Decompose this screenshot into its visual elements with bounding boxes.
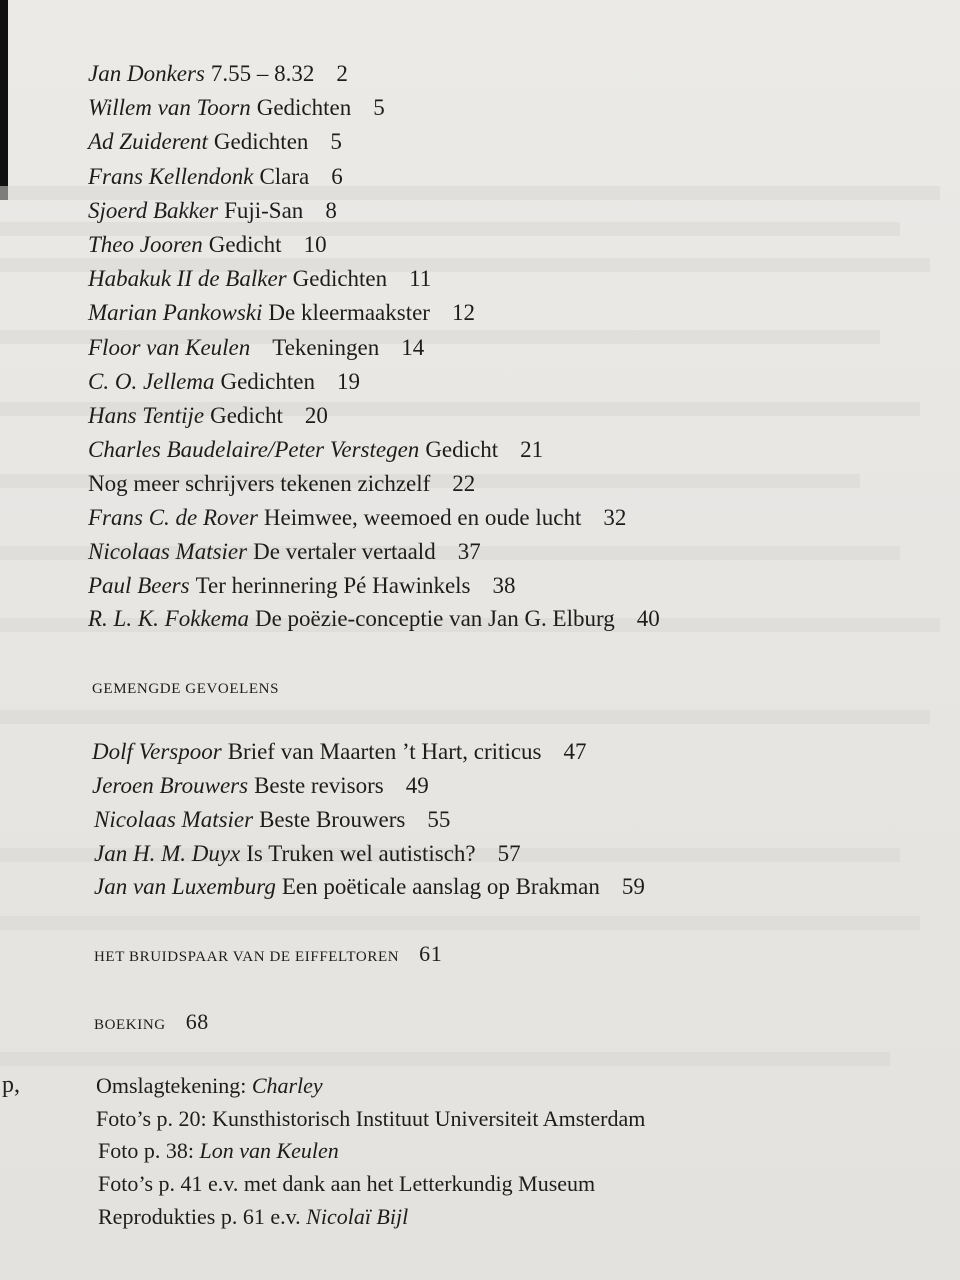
toc-title: Een poëticale aanslag op Brakman	[281, 874, 600, 899]
credit-name: Charley	[251, 1073, 323, 1098]
credit-text: Omslagtekening:	[96, 1073, 252, 1098]
show-through-text	[0, 916, 920, 930]
toc-page-number: 12	[451, 300, 475, 325]
toc-entry[interactable]	[88, 572, 516, 600]
toc-page-number: 59	[621, 874, 645, 899]
toc-entry[interactable]	[94, 873, 645, 901]
toc-author: Paul Beers	[88, 573, 190, 598]
credit-name: Lon van Keulen	[199, 1138, 339, 1163]
toc-entry[interactable]	[88, 436, 543, 464]
toc-page-number: 22	[452, 471, 476, 496]
toc-entry[interactable]	[88, 605, 660, 633]
toc-author: Nicolaas Matsier	[94, 807, 254, 832]
toc-entry[interactable]	[88, 94, 385, 122]
page-edge-shadow	[0, 0, 8, 200]
toc-page-number: 5	[373, 95, 385, 120]
toc-title: Gedichten	[292, 266, 388, 291]
toc-page-number: 49	[405, 773, 429, 798]
section-heading-gemengde	[92, 679, 279, 699]
toc-title: Gedichten	[256, 95, 352, 120]
credit-text: Foto’s p. 20: Kunsthistorisch Instituut Universiteit Amsterdam	[96, 1106, 646, 1131]
section-heading-boeking[interactable]	[94, 1009, 209, 1035]
toc-page-number: 6	[331, 164, 343, 189]
toc-author: Jan Donkers	[88, 61, 205, 86]
toc-title: Clara	[259, 164, 310, 189]
credit-line	[98, 1137, 339, 1165]
credit-line	[96, 1072, 323, 1100]
toc-entry[interactable]	[94, 840, 521, 868]
toc-author: Ad Zuiderent	[88, 129, 208, 154]
toc-title: Gedicht	[210, 403, 283, 428]
toc-entry[interactable]	[88, 60, 348, 88]
toc-page-number: 47	[563, 739, 587, 764]
toc-title: Fuji-San	[224, 198, 304, 223]
toc-title: Brief van Maarten ’t Hart, criticus	[227, 739, 542, 764]
toc-author: Jeroen Brouwers	[92, 773, 249, 798]
toc-author: C. O. Jellema	[88, 369, 215, 394]
credit-text: Foto p. 38:	[98, 1138, 200, 1163]
toc-entry[interactable]	[88, 368, 360, 396]
section-page-number: 61	[419, 941, 443, 966]
toc-author: Hans Tentije	[88, 403, 205, 428]
toc-page-number: 20	[304, 403, 328, 428]
toc-title: 7.55 – 8.32	[210, 61, 315, 86]
section-heading-bruidspaar[interactable]	[94, 941, 443, 967]
toc-title: Heimwee, weemoed en oude lucht	[263, 505, 582, 530]
toc-entry[interactable]	[88, 334, 424, 362]
toc-entry[interactable]	[88, 538, 481, 566]
toc-title: Gedichten	[220, 369, 315, 394]
toc-page-number: 2	[336, 61, 348, 86]
toc-page-number: 11	[409, 266, 432, 291]
credit-text: Foto’s p. 41 e.v. met dank aan het Letterkundig Museum	[98, 1171, 596, 1196]
toc-page-number: 21	[520, 437, 544, 462]
toc-entry[interactable]	[88, 470, 475, 498]
section-heading-text: GEMENGDE GEVOELENS	[92, 681, 280, 697]
toc-author: Habakuk II de Balker	[88, 266, 287, 291]
toc-entry[interactable]	[88, 231, 327, 259]
toc-entry[interactable]	[88, 197, 337, 225]
show-through-text	[0, 1052, 890, 1066]
toc-entry[interactable]	[88, 163, 343, 191]
toc-entry[interactable]	[94, 806, 450, 834]
toc-author: Sjoerd Bakker	[88, 198, 219, 223]
toc-page-number: 19	[336, 369, 360, 394]
toc-author: Jan van Luxemburg	[94, 874, 276, 899]
margin-fragment: p,	[2, 1072, 20, 1098]
toc-entry[interactable]	[88, 504, 626, 532]
section-heading-text: HET BRUIDSPAAR VAN DE EIFFELTOREN	[94, 949, 400, 965]
toc-entry[interactable]	[88, 265, 431, 293]
show-through-text	[0, 710, 930, 724]
toc-page-number: 14	[401, 335, 425, 360]
toc-page-number: 37	[457, 539, 481, 564]
toc-title: Gedicht	[425, 437, 499, 462]
toc-title: Gedicht	[208, 232, 282, 257]
section-heading-text: BOEKING	[94, 1017, 166, 1033]
toc-page-number: 57	[497, 841, 521, 866]
credit-line	[98, 1203, 408, 1231]
credit-name: Nicolaï Bijl	[306, 1204, 409, 1229]
toc-title: Gedichten	[213, 129, 309, 154]
toc-author: R. L. K. Fokkema	[88, 606, 249, 631]
toc-entry[interactable]	[92, 772, 429, 800]
toc-author: Charles Baudelaire/Peter Verstegen	[88, 437, 420, 462]
toc-author: Floor van Keulen	[88, 335, 251, 360]
toc-page-number: 40	[636, 606, 660, 631]
toc-author: Theo Jooren	[88, 232, 203, 257]
credit-text: Reprodukties p. 61 e.v.	[98, 1204, 307, 1229]
toc-entry[interactable]	[88, 402, 328, 430]
credit-line	[98, 1170, 595, 1198]
toc-author: Jan H. M. Duyx	[94, 841, 241, 866]
toc-author: Willem van Toorn	[88, 95, 251, 120]
toc-page-number: 55	[427, 807, 451, 832]
toc-author: Dolf Verspoor	[92, 739, 222, 764]
toc-title: Ter herinnering Pé Hawinkels	[195, 573, 471, 598]
toc-entry[interactable]	[88, 299, 475, 327]
toc-entry[interactable]	[88, 128, 342, 156]
toc-title: Beste Brouwers	[259, 807, 406, 832]
toc-page-number: 10	[303, 232, 327, 257]
toc-author: Frans C. de Rover	[88, 505, 258, 530]
toc-title: De kleermaakster	[268, 300, 430, 325]
toc-title: De poëzie-conceptie van Jan G. Elburg	[254, 606, 615, 631]
credit-line	[96, 1105, 645, 1133]
toc-author: Nicolaas Matsier	[88, 539, 248, 564]
toc-page-number: 5	[330, 129, 342, 154]
toc-page-number: 32	[603, 505, 627, 530]
toc-entry[interactable]	[92, 738, 587, 766]
toc-title: Beste revisors	[254, 773, 384, 798]
toc-author: Frans Kellendonk	[88, 164, 254, 189]
toc-page-number: 38	[492, 573, 516, 598]
toc-title: Tekeningen	[272, 335, 380, 360]
toc-author: Marian Pankowski	[88, 300, 263, 325]
toc-page-number: 8	[325, 198, 337, 223]
toc-title: Nog meer schrijvers tekenen zichzelf	[88, 471, 431, 496]
toc-title: De vertaler vertaald	[253, 539, 436, 564]
toc-title: Is Truken wel autistisch?	[246, 841, 476, 866]
section-page-number: 68	[185, 1009, 209, 1034]
